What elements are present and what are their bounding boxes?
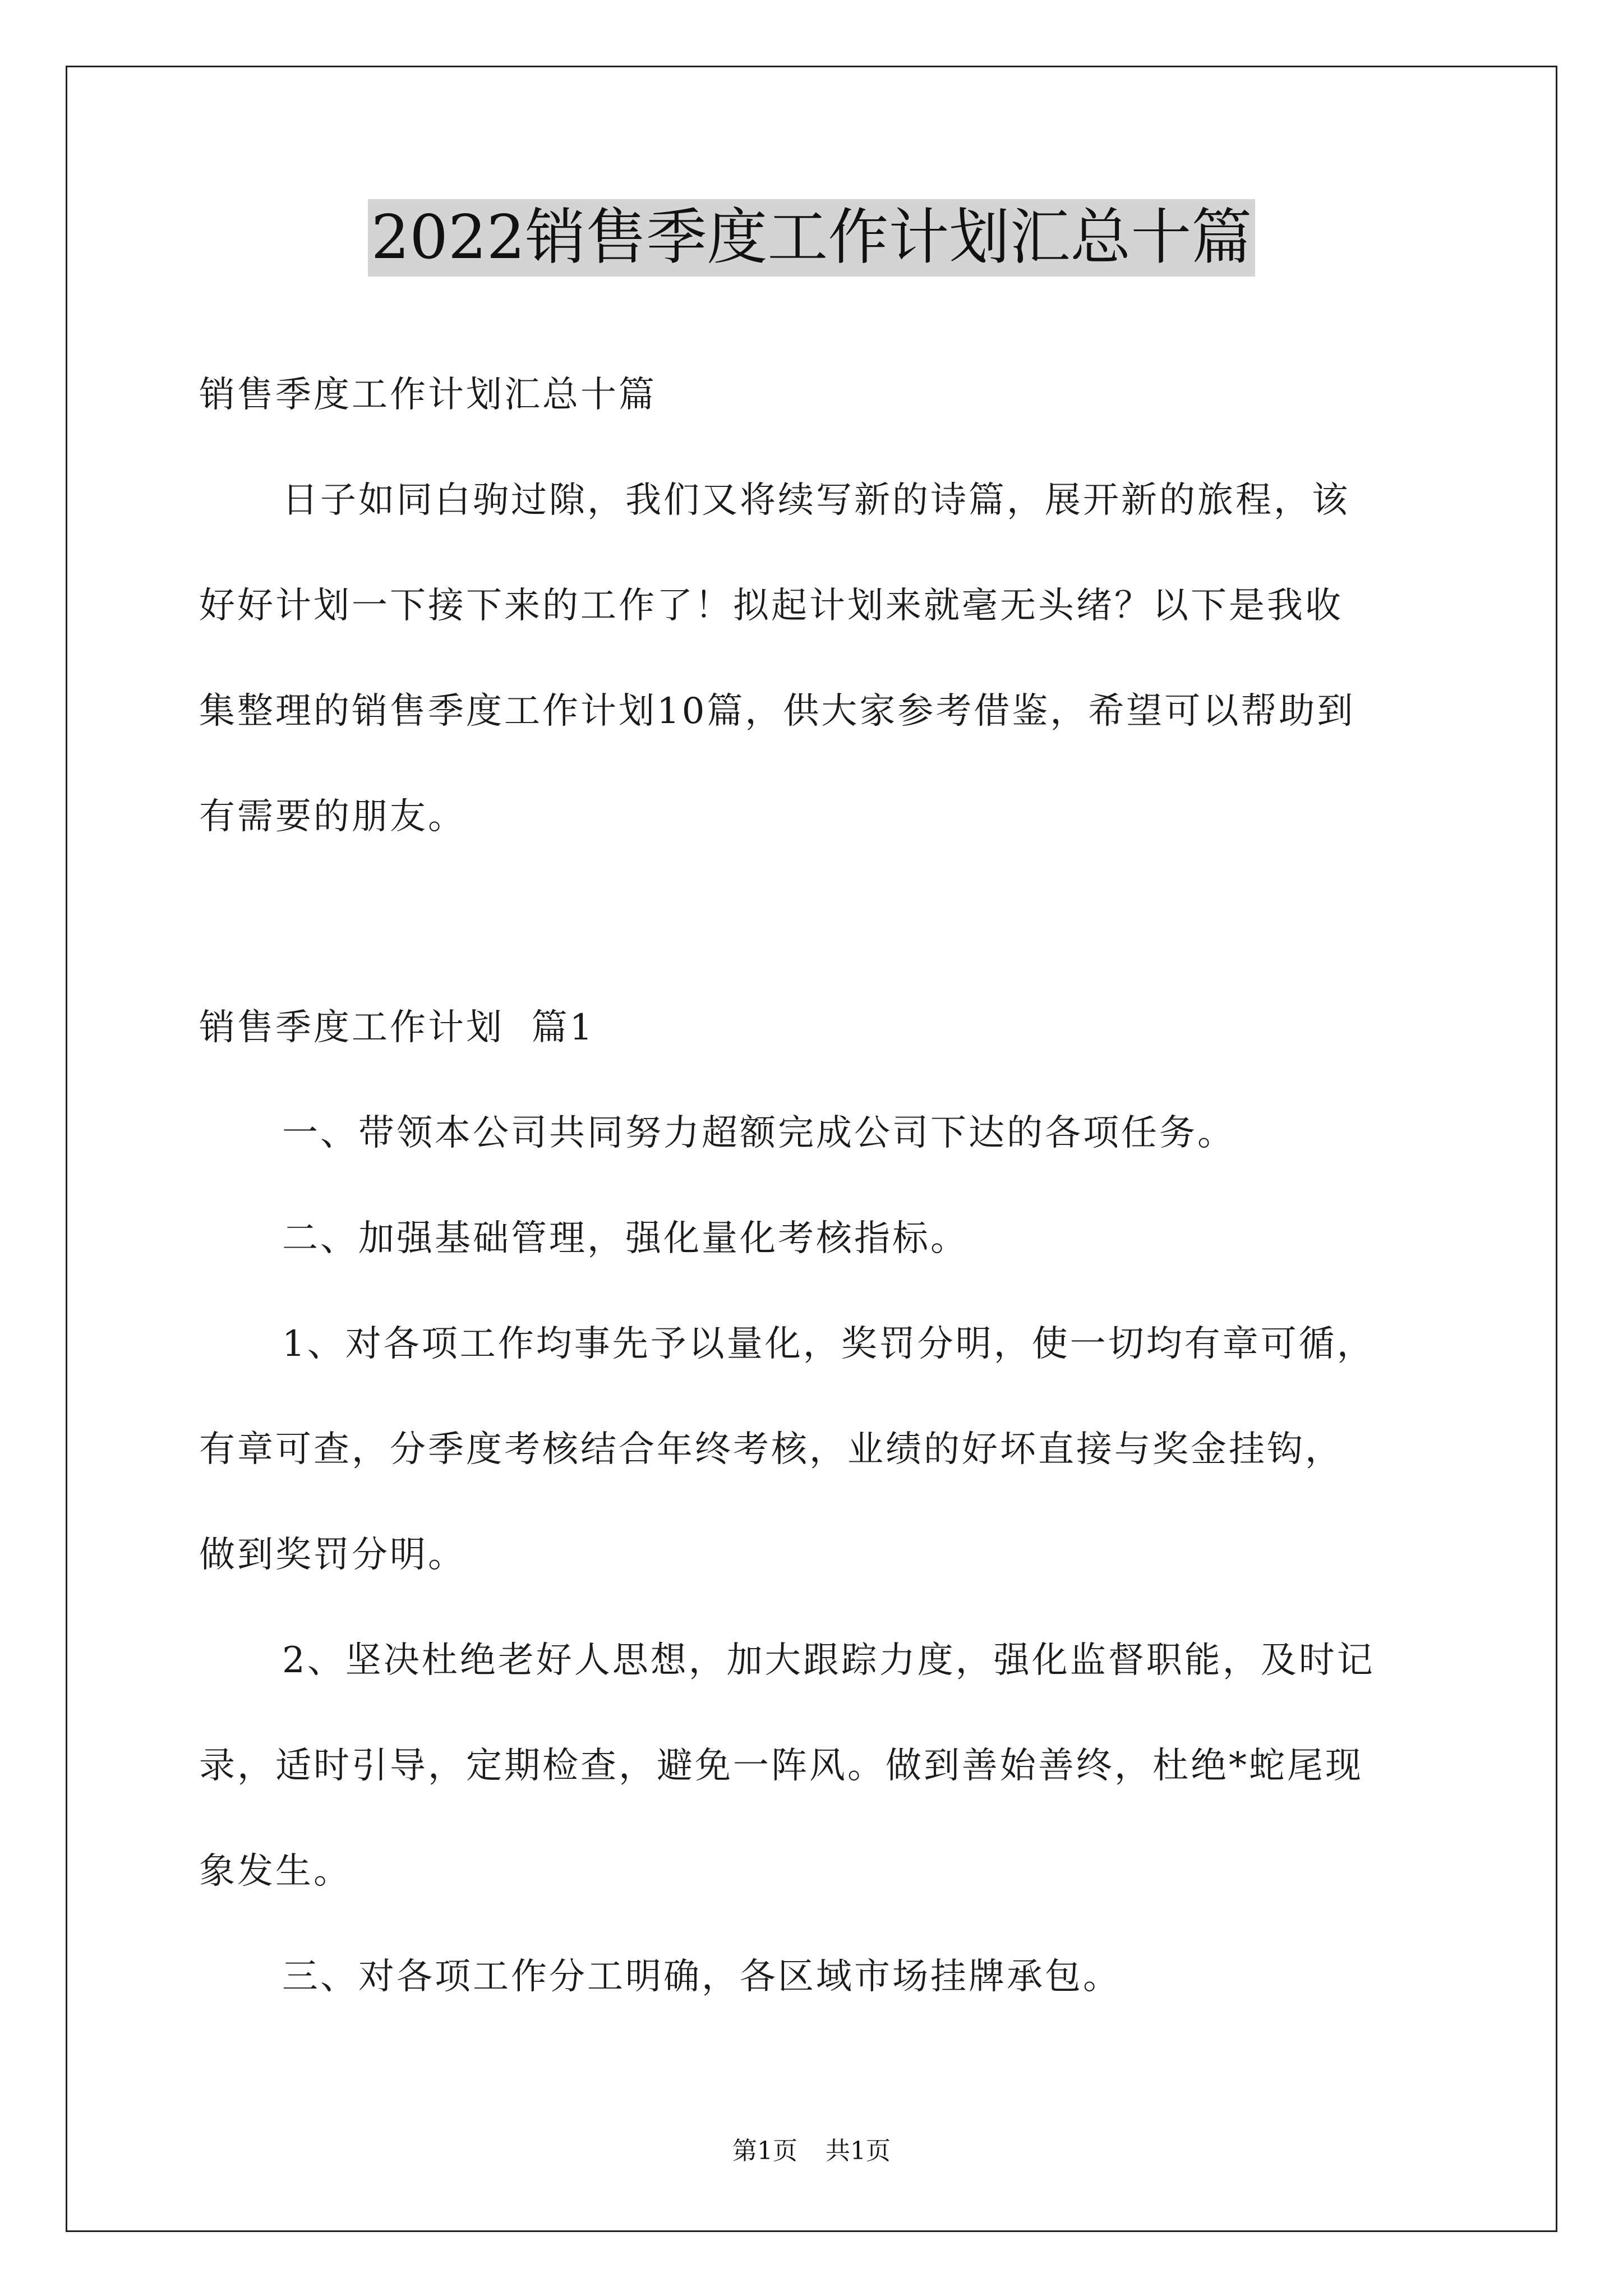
sub-item-2-1-line: 1、对各项工作均事先予以量化，奖罚分明，使一切均有章可循， (282, 1323, 1375, 1365)
intro-line: 日子如同白驹过隙，我们又将续写新的诗篇，展开新的旅程，该 (282, 480, 1350, 521)
intro-line: 有需要的朋友。 (199, 796, 466, 838)
list-item-3: 三、对各项工作分工明确，各区域市场挂牌承包。 (282, 1956, 1121, 1998)
title-container (0, 199, 1623, 277)
list-item-1: 一、带领本公司共同努力超额完成公司下达的各项任务。 (282, 1112, 1235, 1154)
sub-item-2-2-line: 象发生。 (199, 1851, 352, 1892)
section-heading: 销售季度工作计划 篇1 (199, 1007, 595, 1048)
document-subtitle: 销售季度工作计划汇总十篇 (199, 374, 657, 416)
document-body (199, 342, 1433, 2030)
list-item-2: 二、加强基础管理，强化量化考核指标。 (282, 1218, 969, 1259)
page-footer (0, 2134, 1623, 2168)
sub-item-2-1-line: 做到奖罚分明。 (199, 1534, 466, 1576)
intro-line: 集整理的销售季度工作计划10篇，供大家参考借鉴，希望可以帮助到 (199, 691, 1355, 732)
sub-item-2-2-line: 2、坚决杜绝老好人思想，加大跟踪力度，强化监督职能，及时记 (282, 1640, 1375, 1681)
page-total: 共1页 (826, 2137, 891, 2165)
sub-item-2-1-line: 有章可查，分季度考核结合年终考核，业绩的好坏直接与奖金挂钩， (199, 1429, 1343, 1470)
page-number: 第1页 (732, 2137, 797, 2165)
sub-item-2-2-line: 录，适时引导，定期检查，避免一阵风。做到善始善终，杜绝*蛇尾现 (199, 1745, 1363, 1787)
intro-line: 好好计划一下接下来的工作了！拟起计划来就毫无头绪？以下是我收 (199, 585, 1343, 627)
document-title: 2022销售季度工作计划汇总十篇 (368, 199, 1256, 277)
